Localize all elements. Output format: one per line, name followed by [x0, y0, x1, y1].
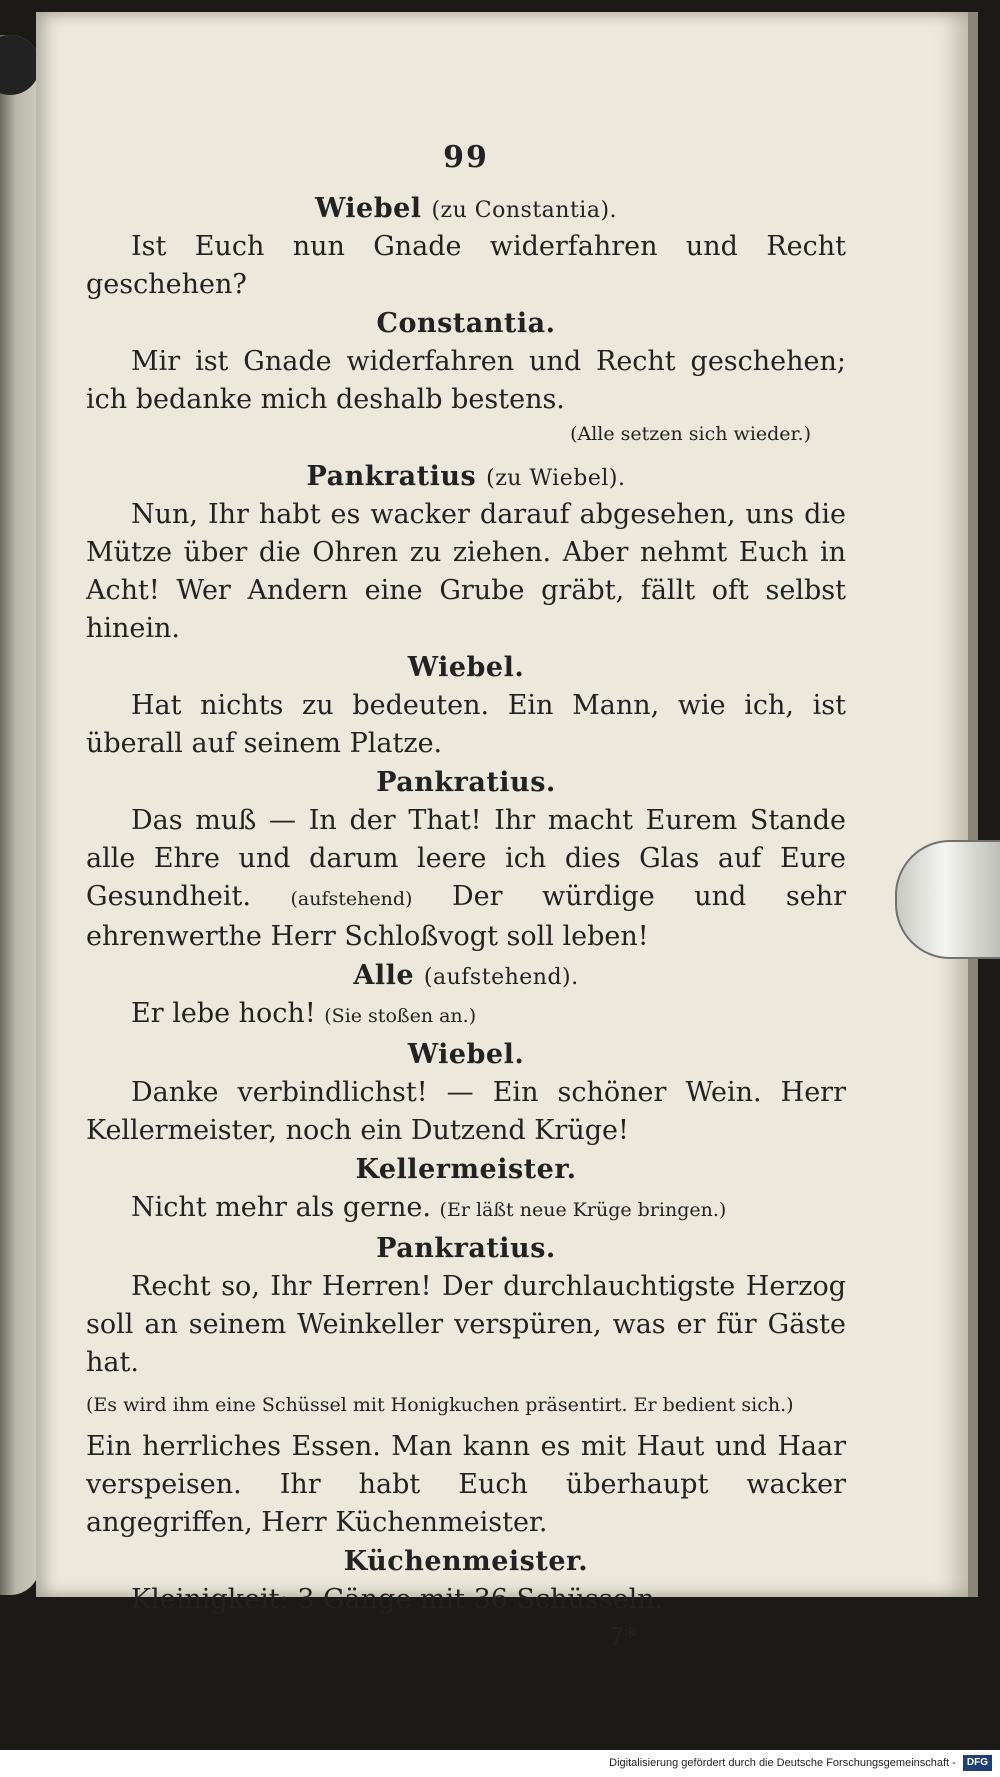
speaker-heading: Pankratius (zu Wiebel).	[306, 461, 626, 492]
dialogue-line: Danke verbindlichst! — Ein schöner Wein. Herr Kellermeister, noch ein Dutzend Krüge!	[86, 1077, 846, 1146]
signature-mark: 7*	[608, 1623, 636, 1651]
dialogue-line: Kleinigkeit: 3 Gänge mit 36 Schüsseln.	[131, 1584, 664, 1615]
dialogue-line: Mir ist Gnade widerfahren und Recht geschehen; ich bedanke mich deshalb bestens.	[86, 346, 846, 415]
stage-direction: (Es wird ihm eine Schüssel mit Honigkuchen präsentirt. Er bedient sich.)	[86, 1394, 794, 1416]
footer-text: Digitalisierung gefördert durch die Deutsche Forschungsgemeinschaft -	[609, 1757, 956, 1769]
funding-footer	[0, 1750, 1000, 1777]
speaker-heading: Pankratius.	[376, 767, 556, 798]
speaker-heading: Wiebel.	[407, 1039, 525, 1070]
page-number: 99	[443, 140, 489, 175]
speaker-heading: Constantia.	[376, 308, 556, 339]
dialogue-line: Nicht mehr als gerne. (Er läßt neue Krüge bringen.)	[131, 1192, 727, 1223]
dialogue-line: Recht so, Ihr Herren! Der durchlauchtigste Herzog soll an seinem Weinkeller verspüren, was er für Gäste hat.	[86, 1271, 846, 1378]
dfg-logo: DFG	[963, 1755, 992, 1771]
speaker-heading: Alle (aufstehend).	[353, 960, 579, 991]
stage-direction: (Er läßt neue Krüge bringen.)	[439, 1199, 727, 1221]
stage-direction: (Alle setzen sich wieder.)	[570, 423, 811, 445]
page-clip	[895, 840, 1000, 959]
speaker-heading: Wiebel (zu Constantia).	[314, 193, 618, 224]
page-text	[86, 140, 846, 1651]
left-page-edge	[0, 35, 40, 1595]
dialogue-line: Ist Euch nun Gnade widerfahren und Recht geschehen?	[86, 231, 846, 300]
dialogue-line: Hat nichts zu bedeuten. Ein Mann, wie ich, ist überall auf seinem Platze.	[86, 690, 846, 759]
dialogue-line: Das muß — In der That! Ihr macht Eurem Stande alle Ehre und darum leere ich dies Glas auf Eure Gesundheit. (aufstehend) Der würdige und sehr ehrenwerthe Herr Schloßvogt soll leben!	[86, 805, 847, 952]
dialogue-line: Nun, Ihr habt es wacker darauf abgesehen, uns die Mütze über die Ohren zu ziehen. Aber nehmt Euch in Acht! Wer Andern eine Grube gräbt, fällt oft selbst hinein.	[86, 499, 846, 644]
speaker-heading: Kellermeister.	[355, 1154, 577, 1185]
speaker-heading: Wiebel.	[407, 652, 525, 683]
dialogue-line: Ein herrliches Essen. Man kann es mit Haut und Haar verspeisen. Ihr habt Euch überhaupt wacker angegriffen, Herr Küchenmeister.	[86, 1431, 846, 1538]
stage-direction: (aufstehend)	[290, 888, 413, 910]
speaker-heading: Küchenmeister.	[343, 1546, 589, 1577]
stage-direction: (Sie stoßen an.)	[324, 1005, 477, 1027]
speaker-heading: Pankratius.	[376, 1233, 556, 1264]
dialogue-line: Er lebe hoch! (Sie stoßen an.)	[131, 998, 477, 1029]
